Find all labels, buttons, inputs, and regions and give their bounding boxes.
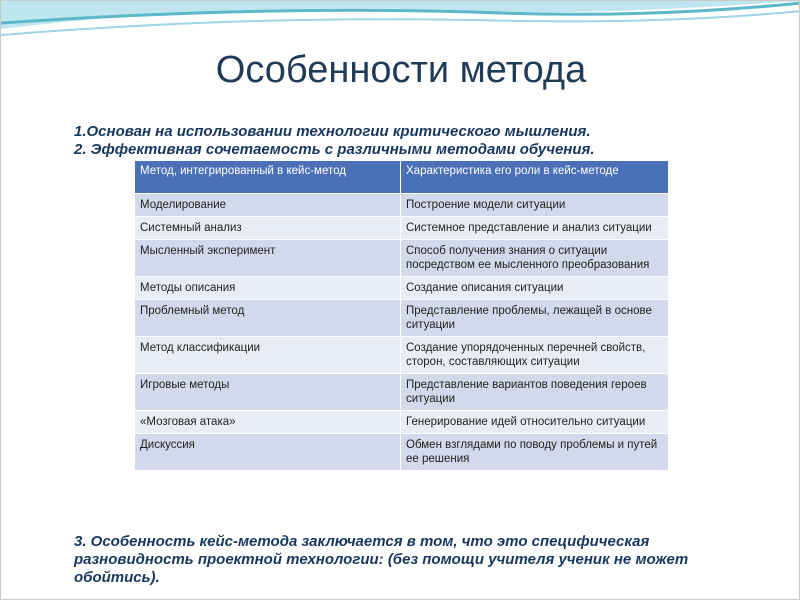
header-role: Характеристика его роли в кейс-методе	[401, 161, 669, 194]
intro-line-1: 1.Основан на использовании технологии критического мышления.	[74, 123, 591, 140]
role-cell: Представление вариантов поведения героев ситуации	[401, 374, 669, 411]
method-cell: Игровые методы	[135, 374, 401, 411]
method-cell: Моделирование	[135, 194, 401, 217]
role-cell: Построение модели ситуации	[401, 194, 669, 217]
method-cell: Проблемный метод	[135, 300, 401, 337]
role-cell: Обмен взглядами по поводу проблемы и путей ее решения	[401, 434, 669, 471]
outro-text: 3. Особенность кейс-метода заключается в том, что это специфическая разновидность проектной технологии: (без помощи учителя ученик не может обойтись).	[74, 533, 689, 586]
role-cell: Создание упорядоченных перечней свойств, сторон, составляющих ситуации	[401, 337, 669, 374]
table-header-row	[135, 161, 669, 194]
method-cell: Методы описания	[135, 277, 401, 300]
table-row	[135, 217, 669, 240]
methods-table	[134, 160, 669, 471]
method-cell: «Мозговая атака»	[135, 411, 401, 434]
table-row	[135, 194, 669, 217]
method-cell: Мысленный эксперимент	[135, 240, 401, 277]
role-cell: Создание описания ситуации	[401, 277, 669, 300]
intro-text	[74, 123, 774, 159]
role-cell: Способ получения знания о ситуации посредством ее мысленного преобразования	[401, 240, 669, 277]
table-row	[135, 434, 669, 471]
method-cell: Системный анализ	[135, 217, 401, 240]
role-cell: Представление проблемы, лежащей в основе ситуации	[401, 300, 669, 337]
table-row	[135, 300, 669, 337]
method-cell: Метод классификации	[135, 337, 401, 374]
method-cell: Дискуссия	[135, 434, 401, 471]
role-cell: Генерирование идей относительно ситуации	[401, 411, 669, 434]
table-row	[135, 374, 669, 411]
table-row	[135, 277, 669, 300]
table-row	[135, 411, 669, 434]
intro-line-2: 2. Эффективная сочетаемость с различными методами обучения.	[74, 141, 595, 158]
slide-title: Особенности метода	[215, 49, 587, 91]
role-cell: Системное представление и анализ ситуации	[401, 217, 669, 240]
table-row	[135, 240, 669, 277]
table-row	[135, 337, 669, 374]
header-method: Метод, интегрированный в кейс-метод	[135, 161, 401, 194]
